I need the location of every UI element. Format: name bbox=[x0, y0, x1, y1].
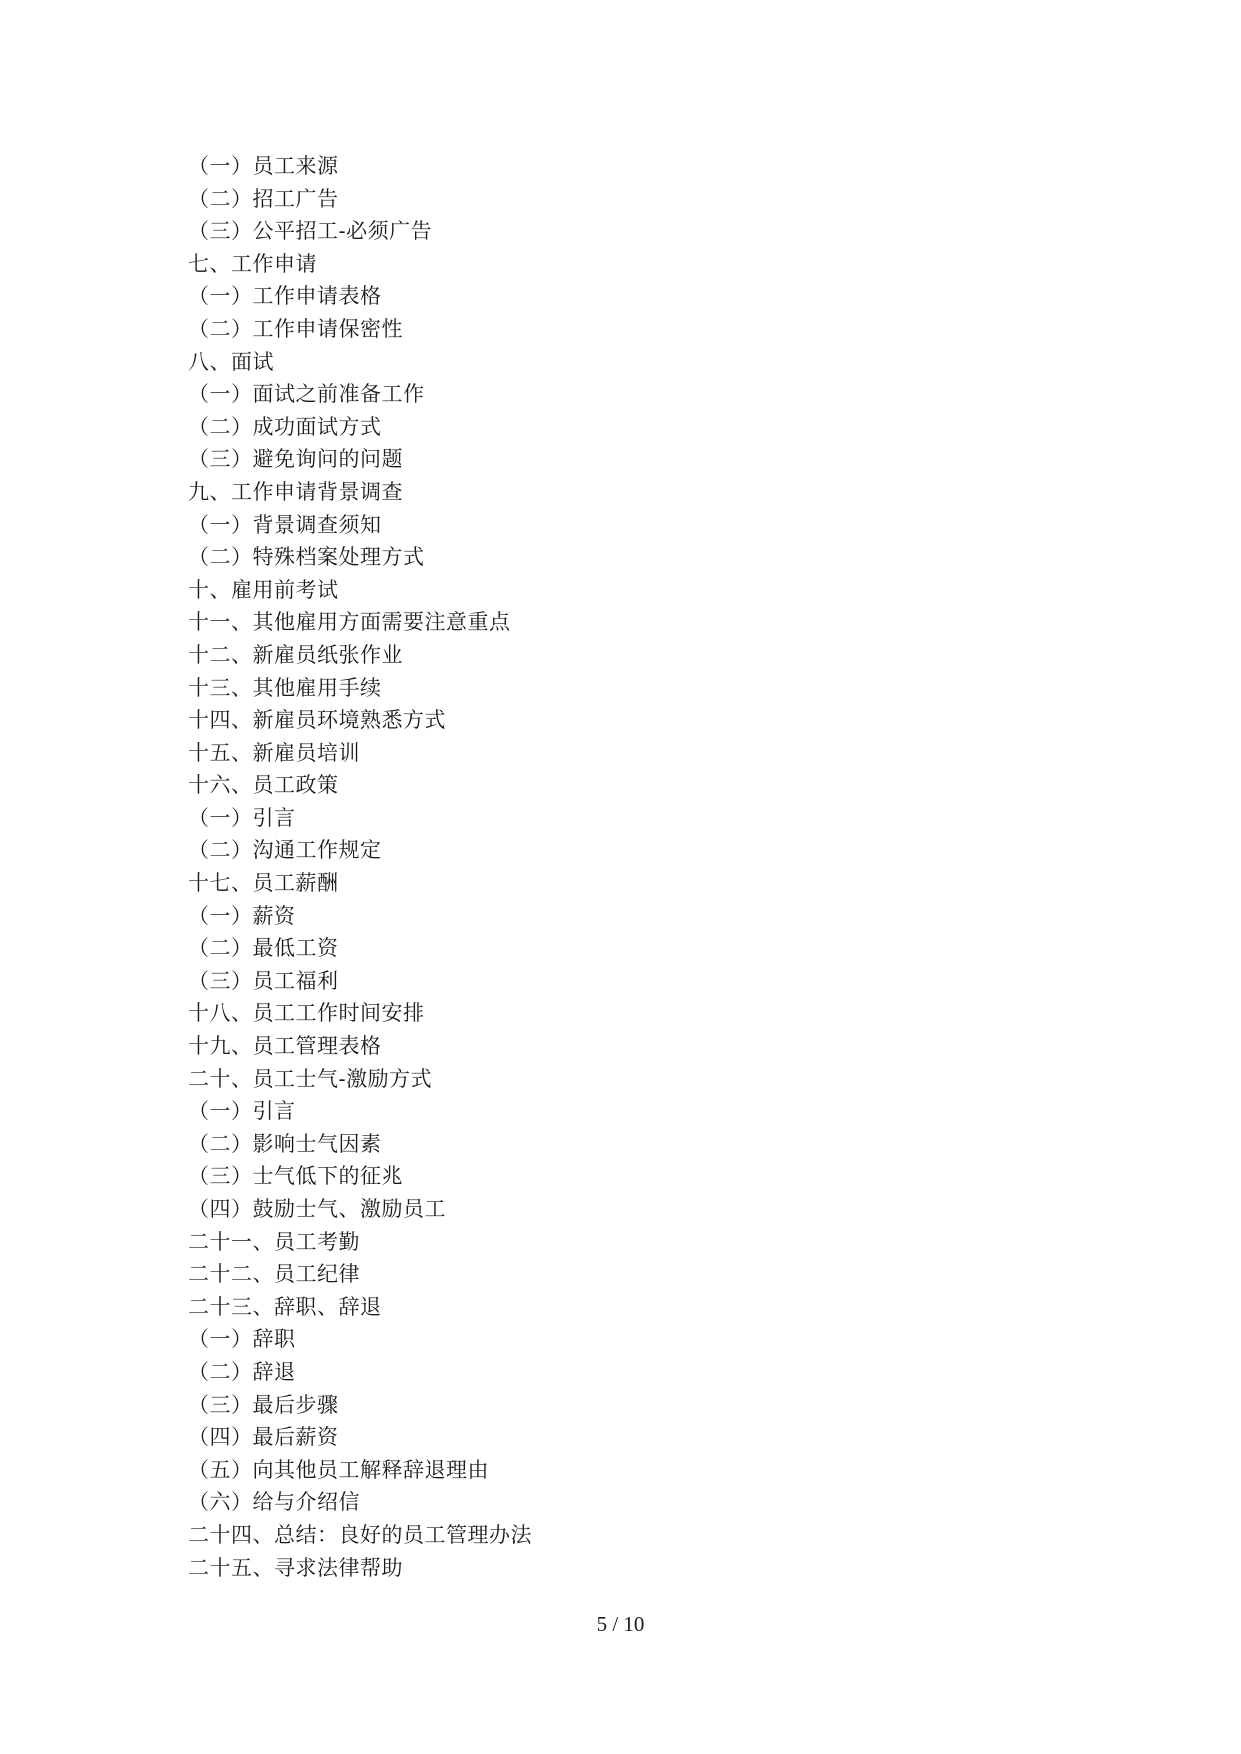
toc-entry: 七、工作申请 bbox=[188, 251, 317, 276]
toc-entry: 九、工作申请背景调查 bbox=[188, 479, 403, 504]
toc-entry: 十八、员工工作时间安排 bbox=[188, 1001, 425, 1026]
toc-entry: （二）特殊档案处理方式 bbox=[188, 545, 425, 570]
toc-entry: （一）辞职 bbox=[188, 1327, 296, 1352]
toc-entry: 二十四、总结：良好的员工管理办法 bbox=[188, 1522, 532, 1547]
toc-entry: （三）员工福利 bbox=[188, 968, 339, 993]
toc-entry: 十三、其他雇用手续 bbox=[188, 675, 382, 700]
toc-entry: （二）成功面试方式 bbox=[188, 414, 382, 439]
toc-entry: 十、雇用前考试 bbox=[188, 577, 339, 602]
toc-entry: 八、面试 bbox=[188, 349, 274, 374]
toc-entry: （三）最后步骤 bbox=[188, 1392, 339, 1417]
toc-entry: 二十五、寻求法律帮助 bbox=[188, 1555, 403, 1580]
toc-entry: （四）最后薪资 bbox=[188, 1425, 339, 1450]
toc-entry: （二）招工广告 bbox=[188, 186, 339, 211]
toc-entry: 十二、新雇员纸张作业 bbox=[188, 642, 403, 667]
toc-entry: （一）工作申请表格 bbox=[188, 284, 382, 309]
toc-entry: 十一、其他雇用方面需要注意重点 bbox=[188, 610, 511, 635]
toc-entry: （三）公平招工-必须广告 bbox=[188, 219, 433, 244]
toc-entry: （二）辞退 bbox=[188, 1359, 296, 1384]
toc-entry: 十五、新雇员培训 bbox=[188, 740, 360, 765]
toc-entry: （一）引言 bbox=[188, 805, 296, 830]
page-number: 5 / 10 bbox=[596, 1612, 645, 1636]
toc-entry: （一）背景调查须知 bbox=[188, 512, 382, 537]
toc-entry: （四）鼓励士气、激励员工 bbox=[188, 1197, 446, 1221]
toc-entry: 二十一、员工考勤 bbox=[188, 1229, 360, 1254]
toc-entry: （一）员工来源 bbox=[188, 154, 339, 178]
toc-entry: （二）工作申请保密性 bbox=[188, 316, 403, 341]
toc-entry: 十九、员工管理表格 bbox=[188, 1034, 382, 1059]
table-of-contents bbox=[188, 150, 532, 1584]
toc-entry: （二）影响士气因素 bbox=[188, 1131, 382, 1156]
toc-entry: 十七、员工薪酬 bbox=[188, 871, 339, 896]
toc-entry: 二十三、辞职、辞退 bbox=[188, 1294, 382, 1319]
toc-entry: （一）薪资 bbox=[188, 903, 296, 928]
toc-entry: （五）向其他员工解释辞退理由 bbox=[188, 1457, 489, 1482]
toc-entry: （二）沟通工作规定 bbox=[188, 838, 382, 863]
toc-entry: （三）士气低下的征兆 bbox=[188, 1164, 403, 1189]
toc-entry: 十四、新雇员环境熟悉方式 bbox=[188, 708, 446, 733]
toc-entry: （六）给与介绍信 bbox=[188, 1490, 360, 1515]
toc-entry: （三）避免询问的问题 bbox=[188, 447, 403, 472]
toc-entry: 十六、员工政策 bbox=[188, 773, 339, 798]
toc-entry: 二十二、员工纪律 bbox=[188, 1262, 360, 1287]
toc-entry: （一）引言 bbox=[188, 1099, 296, 1124]
toc-entry: 二十、员工士气-激励方式 bbox=[188, 1066, 433, 1091]
toc-entry: （一）面试之前准备工作 bbox=[188, 382, 425, 407]
toc-entry: （二）最低工资 bbox=[188, 936, 339, 961]
